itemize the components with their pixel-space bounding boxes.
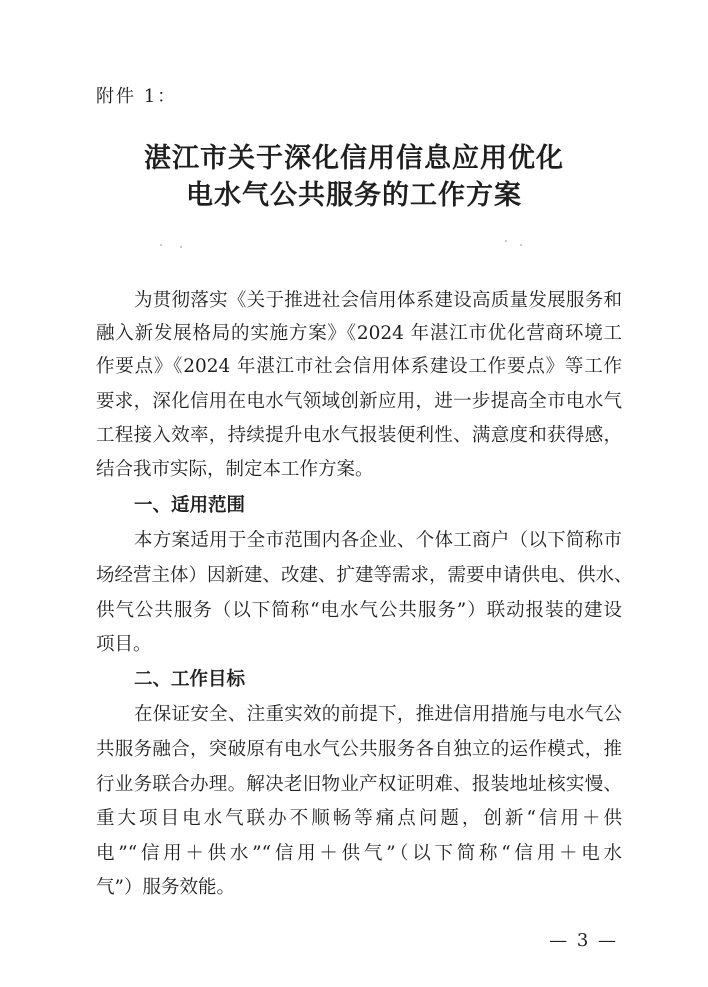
intro-line: 融入新发展格局的实施方案》《2024 年湛江市优化营商环境工 <box>96 323 622 344</box>
document-title-line-1: 湛江市关于深化信用信息应用优化 <box>144 143 564 174</box>
section-2-line: 重大项目电水气联办不顺畅等痛点问题，创新“信用＋供 <box>96 808 622 829</box>
section-2-line: 在保证安全、注重实效的前提下，推进信用措施与电水气公 <box>134 704 622 725</box>
section-1-line: 供气公共服务（以下简称“电水气公共服务”）联动报装的建设 <box>96 600 622 621</box>
intro-line: 要求，深化信用在电水气领域创新应用，进一步提高全市电水气 <box>96 391 622 412</box>
intro-line: 结合我市实际，制定本工作方案。 <box>96 459 374 480</box>
intro-line: 作要点》《2024 年湛江市社会信用体系建设工作要点》等工作 <box>96 356 622 377</box>
section-2-line: 气”）服务效能。 <box>96 877 235 898</box>
intro-line: 为贯彻落实《关于推进社会信用体系建设高质量发展服务和 <box>134 290 622 311</box>
section-1-line: 项目。 <box>96 634 152 655</box>
intro-line: 工程接入效率，持续提升电水气报装便利性、满意度和获得感， <box>96 425 622 446</box>
scan-speck <box>160 244 162 246</box>
scan-speck <box>180 246 182 248</box>
section-2-heading: 二、工作目标 <box>134 669 246 690</box>
section-2-line: 电”“信用＋供水”“信用＋供气”（以下简称“信用＋电水 <box>96 843 622 864</box>
scan-speck <box>520 244 522 246</box>
section-2-line: 行业务联合办理。解决老旧物业产权证明难、报装地址核实慢、 <box>96 774 622 795</box>
section-1-heading: 一、适用范围 <box>134 495 246 516</box>
scan-speck <box>505 240 507 242</box>
page-number: — 3 — <box>549 930 618 951</box>
section-1-line: 本方案适用于全市范围内各企业、个体工商户（以下简称市 <box>134 530 622 551</box>
attachment-label: 附件 1： <box>96 86 178 107</box>
document-title-line-2: 电水气公共服务的工作方案 <box>186 180 522 211</box>
section-2-line: 共服务融合，突破原有电水气公共服务各自独立的运作模式，推 <box>96 739 622 760</box>
section-1-line: 场经营主体）因新建、改建、扩建等需求，需要申请供电、供水、 <box>96 565 633 586</box>
